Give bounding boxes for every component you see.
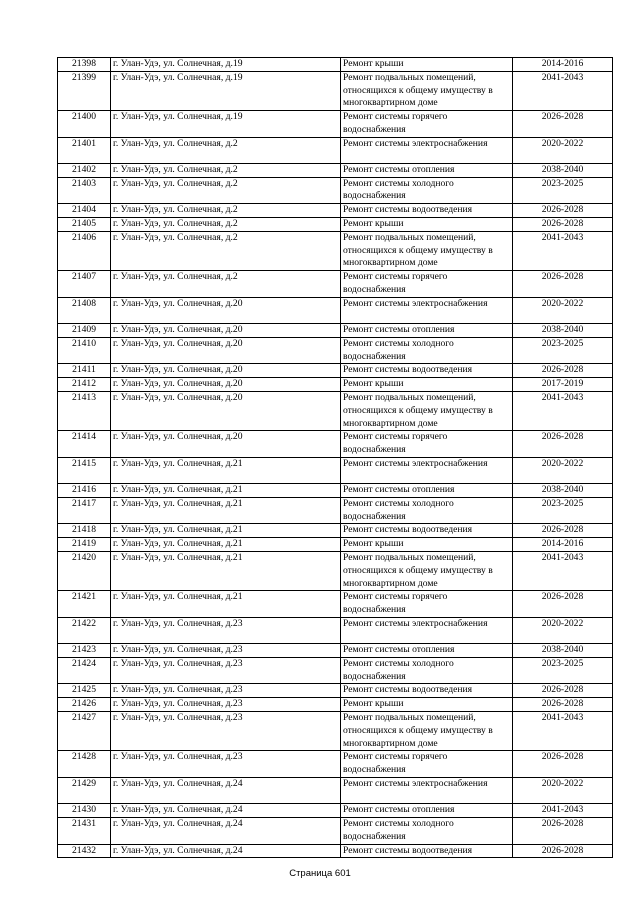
table-row [58,378,613,392]
row-period: 2026-2028 [513,204,613,218]
row-address: г. Улан-Удэ, ул. Солнечная, д.24 [111,844,341,858]
row-number: 21421 [58,591,111,618]
row-period: 2014-2016 [513,538,613,552]
table-row [58,337,613,364]
table-row [58,391,613,430]
row-period: 2020-2022 [513,778,613,804]
row-address: г. Улан-Удэ, ул. Солнечная, д.21 [111,484,341,498]
row-address: г. Улан-Удэ, ул. Солнечная, д.20 [111,364,341,378]
table-row [58,778,613,804]
row-address: г. Улан-Удэ, ул. Солнечная, д.20 [111,323,341,337]
table-row [58,644,613,658]
row-work-type: Ремонт системы горячего водоснабжения [341,751,513,778]
table-row [58,137,613,163]
table-row [58,111,613,138]
row-address: г. Улан-Удэ, ул. Солнечная, д.21 [111,538,341,552]
row-number: 21409 [58,323,111,337]
row-number: 21402 [58,163,111,177]
table-row [58,58,613,72]
table-row [58,524,613,538]
row-work-type: Ремонт системы электроснабжения [341,778,513,804]
row-period: 2026-2028 [513,364,613,378]
row-work-type: Ремонт крыши [341,538,513,552]
row-number: 21420 [58,551,111,590]
row-work-type: Ремонт крыши [341,378,513,392]
table-row [58,698,613,712]
table-row [58,297,613,323]
table-row [58,817,613,844]
row-address: г. Улан-Удэ, ул. Солнечная, д.23 [111,657,341,684]
row-period: 2038-2040 [513,644,613,658]
row-work-type: Ремонт системы отопления [341,484,513,498]
table-row [58,538,613,552]
repair-schedule-table [57,57,613,858]
table-row [58,657,613,684]
row-number: 21411 [58,364,111,378]
row-number: 21412 [58,378,111,392]
row-work-type: Ремонт системы горячего водоснабжения [341,591,513,618]
row-work-type: Ремонт системы отопления [341,644,513,658]
row-period: 2023-2025 [513,177,613,204]
row-work-type: Ремонт системы отопления [341,804,513,818]
row-work-type: Ремонт системы холодного водоснабжения [341,817,513,844]
row-period: 2038-2040 [513,163,613,177]
page-number: Страница 601 [289,868,351,879]
table-row [58,484,613,498]
row-period: 2041-2043 [513,712,613,751]
row-address: г. Улан-Удэ, ул. Солнечная, д.19 [111,111,341,138]
row-work-type: Ремонт крыши [341,218,513,232]
row-number: 21423 [58,644,111,658]
table-row [58,71,613,110]
row-period: 2026-2028 [513,218,613,232]
row-number: 21427 [58,712,111,751]
table-row [58,271,613,298]
row-work-type: Ремонт системы электроснабжения [341,617,513,643]
row-number: 21424 [58,657,111,684]
row-period: 2026-2028 [513,431,613,458]
row-period: 2026-2028 [513,751,613,778]
row-work-type: Ремонт подвальных помещений, относящихся к общему имуществу в многоквартирном доме [341,391,513,430]
row-address: г. Улан-Удэ, ул. Солнечная, д.19 [111,58,341,72]
row-number: 21417 [58,497,111,524]
row-work-type: Ремонт подвальных помещений, относящихся к общему имуществу в многоквартирном доме [341,551,513,590]
row-work-type: Ремонт системы холодного водоснабжения [341,497,513,524]
row-address: г. Улан-Удэ, ул. Солнечная, д.23 [111,644,341,658]
row-period: 2026-2028 [513,524,613,538]
row-address: г. Улан-Удэ, ул. Солнечная, д.21 [111,524,341,538]
row-work-type: Ремонт системы водоотведения [341,844,513,858]
row-work-type: Ремонт крыши [341,58,513,72]
table-row [58,231,613,270]
row-address: г. Улан-Удэ, ул. Солнечная, д.2 [111,177,341,204]
table-row [58,497,613,524]
row-work-type: Ремонт системы холодного водоснабжения [341,657,513,684]
row-address: г. Улан-Удэ, ул. Солнечная, д.23 [111,698,341,712]
row-work-type: Ремонт системы холодного водоснабжения [341,337,513,364]
row-address: г. Улан-Удэ, ул. Солнечная, д.24 [111,804,341,818]
row-work-type: Ремонт системы отопления [341,323,513,337]
row-period: 2026-2028 [513,111,613,138]
row-number: 21410 [58,337,111,364]
row-period: 2038-2040 [513,323,613,337]
row-period: 2020-2022 [513,137,613,163]
row-work-type: Ремонт системы водоотведения [341,204,513,218]
row-work-type: Ремонт системы холодного водоснабжения [341,177,513,204]
row-period: 2020-2022 [513,457,613,483]
row-work-type: Ремонт подвальных помещений, относящихся к общему имуществу в многоквартирном доме [341,231,513,270]
row-number: 21406 [58,231,111,270]
row-work-type: Ремонт подвальных помещений, относящихся к общему имуществу в многоквартирном доме [341,71,513,110]
row-address: г. Улан-Удэ, ул. Солнечная, д.20 [111,378,341,392]
row-address: г. Улан-Удэ, ул. Солнечная, д.24 [111,817,341,844]
table-row [58,804,613,818]
row-address: г. Улан-Удэ, ул. Солнечная, д.2 [111,163,341,177]
row-number: 21408 [58,297,111,323]
row-address: г. Улан-Удэ, ул. Солнечная, д.21 [111,591,341,618]
row-number: 21399 [58,71,111,110]
table-row [58,712,613,751]
row-period: 2023-2025 [513,657,613,684]
row-work-type: Ремонт системы электроснабжения [341,457,513,483]
row-address: г. Улан-Удэ, ул. Солнечная, д.20 [111,431,341,458]
row-address: г. Улан-Удэ, ул. Солнечная, д.21 [111,551,341,590]
table-row [58,204,613,218]
row-address: г. Улан-Удэ, ул. Солнечная, д.20 [111,337,341,364]
row-address: г. Улан-Удэ, ул. Солнечная, д.2 [111,218,341,232]
row-period: 2026-2028 [513,591,613,618]
row-period: 2026-2028 [513,271,613,298]
row-number: 21418 [58,524,111,538]
row-period: 2020-2022 [513,617,613,643]
row-number: 21425 [58,684,111,698]
row-address: г. Улан-Удэ, ул. Солнечная, д.2 [111,137,341,163]
table-row [58,431,613,458]
row-period: 2014-2016 [513,58,613,72]
row-number: 21407 [58,271,111,298]
row-period: 2020-2022 [513,297,613,323]
row-number: 21413 [58,391,111,430]
row-number: 21414 [58,431,111,458]
row-number: 21431 [58,817,111,844]
row-work-type: Ремонт системы отопления [341,163,513,177]
row-work-type: Ремонт системы водоотведения [341,364,513,378]
row-work-type: Ремонт системы электроснабжения [341,297,513,323]
row-period: 2041-2043 [513,71,613,110]
row-address: г. Улан-Удэ, ул. Солнечная, д.24 [111,778,341,804]
row-period: 2026-2028 [513,817,613,844]
row-period: 2041-2043 [513,551,613,590]
row-address: г. Улан-Удэ, ул. Солнечная, д.21 [111,497,341,524]
row-address: г. Улан-Удэ, ул. Солнечная, д.2 [111,271,341,298]
row-address: г. Улан-Удэ, ул. Солнечная, д.19 [111,71,341,110]
row-number: 21398 [58,58,111,72]
row-period: 2038-2040 [513,484,613,498]
row-number: 21415 [58,457,111,483]
table-body [58,58,613,858]
row-number: 21428 [58,751,111,778]
row-period: 2026-2028 [513,684,613,698]
row-period: 2023-2025 [513,337,613,364]
row-work-type: Ремонт системы водоотведения [341,684,513,698]
row-period: 2041-2043 [513,804,613,818]
row-work-type: Ремонт системы водоотведения [341,524,513,538]
row-period: 2026-2028 [513,698,613,712]
row-number: 21426 [58,698,111,712]
row-number: 21429 [58,778,111,804]
row-address: г. Улан-Удэ, ул. Солнечная, д.23 [111,617,341,643]
table-row [58,177,613,204]
row-number: 21400 [58,111,111,138]
table-row [58,163,613,177]
row-number: 21416 [58,484,111,498]
row-number: 21404 [58,204,111,218]
row-number: 21430 [58,804,111,818]
row-address: г. Улан-Удэ, ул. Солнечная, д.20 [111,297,341,323]
row-period: 2041-2043 [513,231,613,270]
table-row [58,364,613,378]
table-row [58,457,613,483]
row-work-type: Ремонт системы электроснабжения [341,137,513,163]
row-period: 2026-2028 [513,844,613,858]
row-work-type: Ремонт подвальных помещений, относящихся к общему имуществу в многоквартирном доме [341,712,513,751]
row-work-type: Ремонт системы горячего водоснабжения [341,111,513,138]
row-address: г. Улан-Удэ, ул. Солнечная, д.2 [111,231,341,270]
row-number: 21422 [58,617,111,643]
table-row [58,684,613,698]
row-number: 21403 [58,177,111,204]
table-row [58,844,613,858]
table-row [58,617,613,643]
row-address: г. Улан-Удэ, ул. Солнечная, д.23 [111,751,341,778]
row-address: г. Улан-Удэ, ул. Солнечная, д.23 [111,684,341,698]
table-row [58,218,613,232]
row-work-type: Ремонт крыши [341,698,513,712]
row-period: 2023-2025 [513,497,613,524]
row-address: г. Улан-Удэ, ул. Солнечная, д.2 [111,204,341,218]
row-work-type: Ремонт системы горячего водоснабжения [341,271,513,298]
table-row [58,551,613,590]
row-number: 21401 [58,137,111,163]
table-row [58,591,613,618]
row-work-type: Ремонт системы горячего водоснабжения [341,431,513,458]
row-number: 21419 [58,538,111,552]
row-number: 21432 [58,844,111,858]
row-address: г. Улан-Удэ, ул. Солнечная, д.20 [111,391,341,430]
row-period: 2041-2043 [513,391,613,430]
row-period: 2017-2019 [513,378,613,392]
row-number: 21405 [58,218,111,232]
row-address: г. Улан-Удэ, ул. Солнечная, д.23 [111,712,341,751]
table-row [58,751,613,778]
table-row [58,323,613,337]
row-address: г. Улан-Удэ, ул. Солнечная, д.21 [111,457,341,483]
